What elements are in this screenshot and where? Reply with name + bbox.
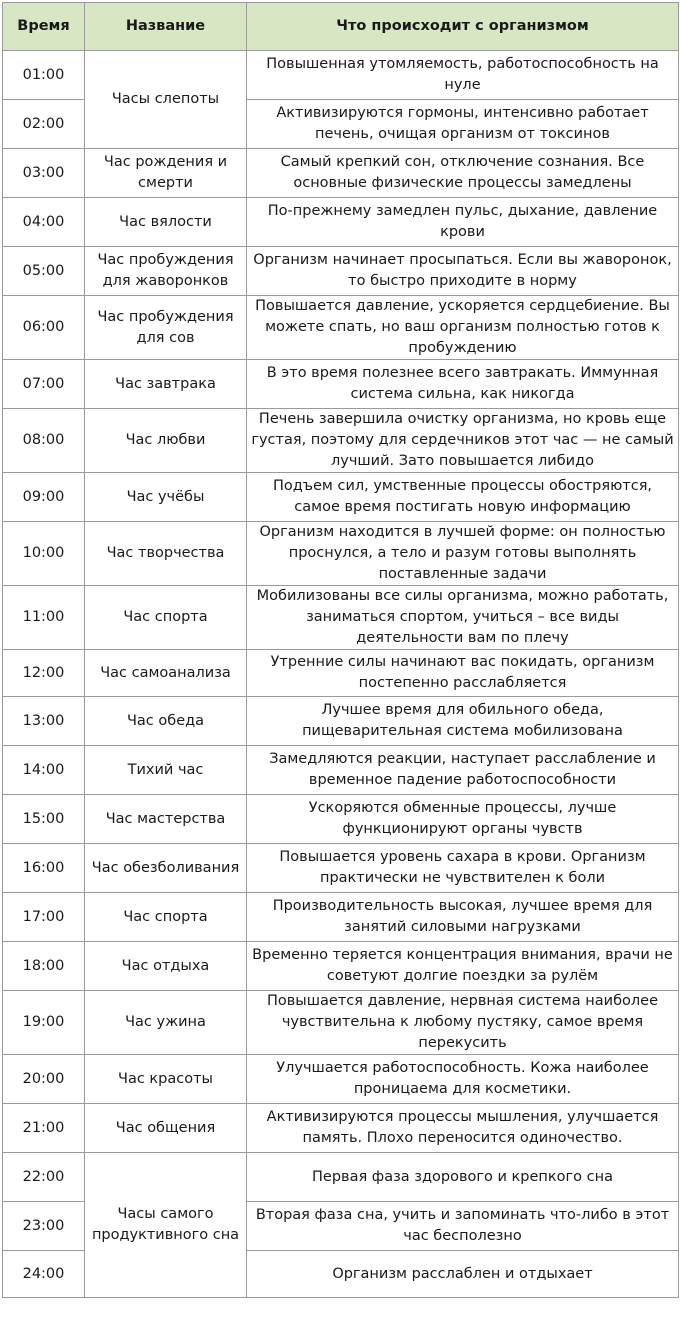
effect-cell: Первая фаза здорового и крепкого сна	[247, 1153, 679, 1202]
table-row	[3, 650, 679, 697]
effect-cell: Повышенная утомляемость, работоспособность на нуле	[247, 51, 679, 100]
table-row	[3, 409, 679, 473]
time-cell: 21:00	[3, 1104, 85, 1153]
name-cell: Час мастерства	[85, 795, 247, 844]
effect-cell: Организм находится в лучшей форме: он полностью проснулся, а тело и разум готовы выполнять поставленные задачи	[247, 522, 679, 586]
table-row	[3, 586, 679, 650]
effect-cell: По-прежнему замедлен пульс, дыхание, давление крови	[247, 198, 679, 247]
name-cell: Час обеда	[85, 697, 247, 746]
effect-cell: Ускоряются обменные процессы, лучше функционируют органы чувств	[247, 795, 679, 844]
name-cell: Час обезболивания	[85, 844, 247, 893]
table-row	[3, 795, 679, 844]
name-cell: Часы слепоты	[85, 51, 247, 149]
effect-cell: Утренние силы начинают вас покидать, организм постепенно расслабляется	[247, 650, 679, 697]
effect-cell: Улучшается работоспособность. Кожа наиболее проницаема для косметики.	[247, 1055, 679, 1104]
time-cell: 13:00	[3, 697, 85, 746]
name-cell: Час самоанализа	[85, 650, 247, 697]
time-cell: 05:00	[3, 247, 85, 296]
name-cell: Час любви	[85, 409, 247, 473]
header-time: Время	[3, 3, 85, 51]
effect-cell: Самый крепкий сон, отключение сознания. Все основные физические процессы замедлены	[247, 149, 679, 198]
time-cell: 15:00	[3, 795, 85, 844]
name-cell: Час рождения и смерти	[85, 149, 247, 198]
name-cell: Час пробуждения для жаворонков	[85, 247, 247, 296]
table-row	[3, 893, 679, 942]
time-cell: 11:00	[3, 586, 85, 650]
time-cell: 08:00	[3, 409, 85, 473]
time-cell: 24:00	[3, 1251, 85, 1298]
name-cell: Тихий час	[85, 746, 247, 795]
time-cell: 01:00	[3, 51, 85, 100]
effect-cell: Производительность высокая, лучшее время для занятий силовыми нагрузками	[247, 893, 679, 942]
time-cell: 22:00	[3, 1153, 85, 1202]
effect-cell: Повышается давление, ускоряется сердцебиение. Вы можете спать, но ваш организм полностью готов к пробуждению	[247, 296, 679, 360]
time-cell: 07:00	[3, 360, 85, 409]
time-cell: 06:00	[3, 296, 85, 360]
table-row	[3, 991, 679, 1055]
name-cell: Час отдыха	[85, 942, 247, 991]
time-cell: 02:00	[3, 100, 85, 149]
time-cell: 17:00	[3, 893, 85, 942]
table-row	[3, 844, 679, 893]
table-row	[3, 942, 679, 991]
table-row	[3, 473, 679, 522]
name-cell: Час пробуждения для сов	[85, 296, 247, 360]
table-row	[3, 522, 679, 586]
name-cell: Час спорта	[85, 893, 247, 942]
table-row	[3, 149, 679, 198]
name-cell: Час красоты	[85, 1055, 247, 1104]
table-row	[3, 1104, 679, 1153]
effect-cell: Активизируются гормоны, интенсивно работает печень, очищая организм от токсинов	[247, 100, 679, 149]
header-row	[3, 3, 679, 51]
effect-cell: Повышается давление, нервная система наиболее чувствительна к любому пустяку, самое время перекусить	[247, 991, 679, 1055]
time-cell: 04:00	[3, 198, 85, 247]
effect-cell: Повышается уровень сахара в крови. Организм практически не чувствителен к боли	[247, 844, 679, 893]
effect-cell: Лучшее время для обильного обеда, пищеварительная система мобилизована	[247, 697, 679, 746]
time-cell: 03:00	[3, 149, 85, 198]
table-row	[3, 296, 679, 360]
table-row	[3, 198, 679, 247]
header-effect: Что происходит с организмом	[247, 3, 679, 51]
table-row	[3, 697, 679, 746]
effect-cell: Временно теряется концентрация внимания, врачи не советуют долгие поездки за рулём	[247, 942, 679, 991]
time-cell: 18:00	[3, 942, 85, 991]
time-cell: 23:00	[3, 1202, 85, 1251]
table-row	[3, 51, 679, 100]
time-cell: 10:00	[3, 522, 85, 586]
name-cell: Час спорта	[85, 586, 247, 650]
name-cell: Час общения	[85, 1104, 247, 1153]
biorhythm-table	[2, 2, 679, 1298]
effect-cell: Печень завершила очистку организма, но кровь еще густая, поэтому для сердечников этот час — не самый лучший. Зато повышается либидо	[247, 409, 679, 473]
time-cell: 09:00	[3, 473, 85, 522]
effect-cell: Активизируются процессы мышления, улучшается память. Плохо переносится одиночество.	[247, 1104, 679, 1153]
name-cell: Час завтрака	[85, 360, 247, 409]
effect-cell: Мобилизованы все силы организма, можно работать, заниматься спортом, учиться – все виды деятельности вам по плечу	[247, 586, 679, 650]
table-row	[3, 247, 679, 296]
effect-cell: Вторая фаза сна, учить и запоминать что-либо в этот час бесполезно	[247, 1202, 679, 1251]
table-row	[3, 746, 679, 795]
name-cell: Час учёбы	[85, 473, 247, 522]
name-cell: Часы самого продуктивного сна	[85, 1153, 247, 1298]
effect-cell: Организм начинает просыпаться. Если вы жаворонок, то быстро приходите в норму	[247, 247, 679, 296]
name-cell: Час вялости	[85, 198, 247, 247]
table-row	[3, 1153, 679, 1202]
table-row	[3, 1055, 679, 1104]
header-name: Название	[85, 3, 247, 51]
time-cell: 14:00	[3, 746, 85, 795]
effect-cell: Замедляются реакции, наступает расслабление и временное падение работоспособности	[247, 746, 679, 795]
time-cell: 20:00	[3, 1055, 85, 1104]
time-cell: 12:00	[3, 650, 85, 697]
table-row	[3, 360, 679, 409]
effect-cell: В это время полезнее всего завтракать. Иммунная система сильна, как никогда	[247, 360, 679, 409]
effect-cell: Организм расслаблен и отдыхает	[247, 1251, 679, 1298]
time-cell: 16:00	[3, 844, 85, 893]
name-cell: Час ужина	[85, 991, 247, 1055]
name-cell: Час творчества	[85, 522, 247, 586]
time-cell: 19:00	[3, 991, 85, 1055]
effect-cell: Подъем сил, умственные процессы обостряются, самое время постигать новую информацию	[247, 473, 679, 522]
